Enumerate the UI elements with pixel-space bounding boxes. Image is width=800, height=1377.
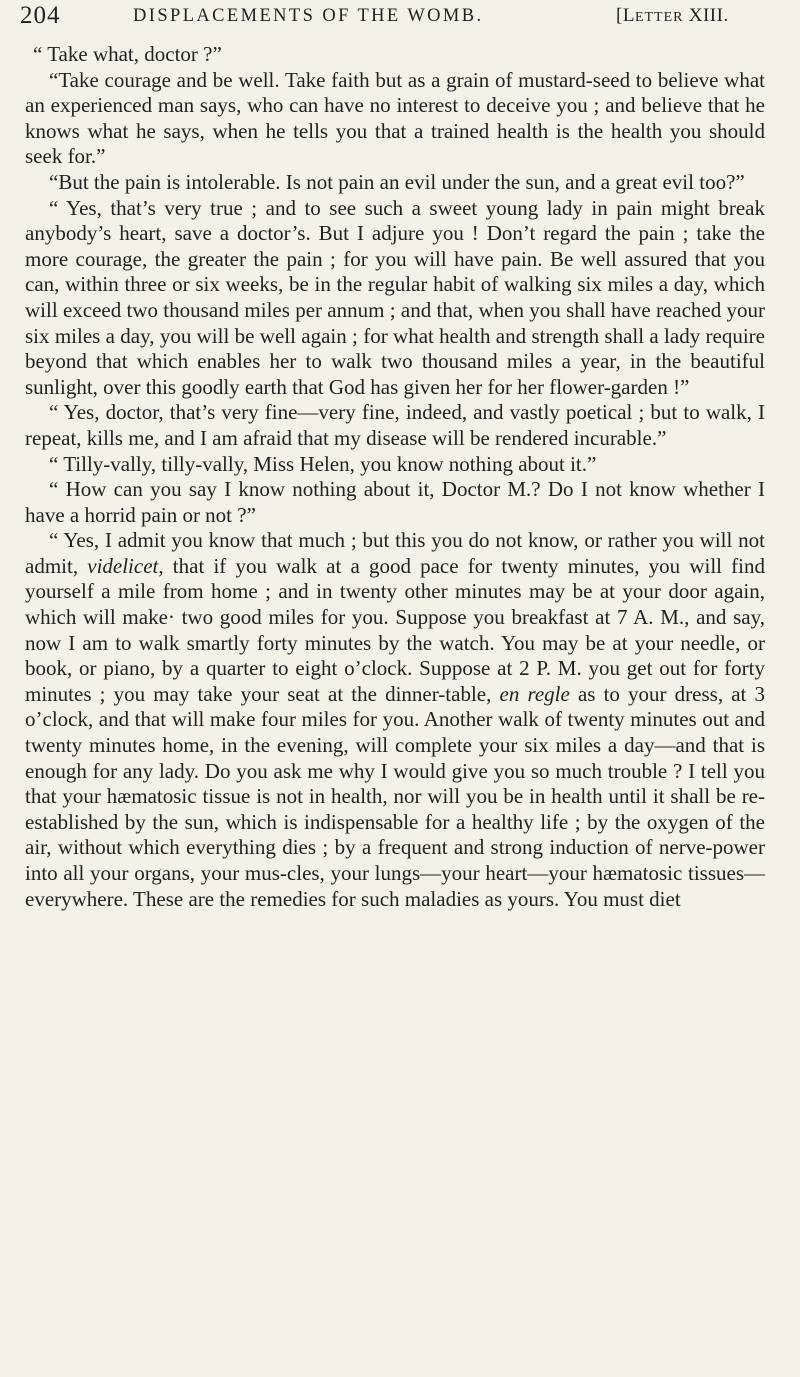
body-text [25,42,765,912]
paragraph-text: as to your dress, at 3 o’clock, and that will make four miles for you. Another walk of twenty minutes out and twenty minutes home, in the evening, will complete your six miles a day—and that is enough for any lady. Do you ask me why I would give you so much trouble ? I tell you that your hæmatosic tissue is not in health, nor will you be in health until it shall be re-established by the sun, which is indispensable for a healthy life ; by the oxygen of the air, without which everything dies ; by a frequent and strong induction of nerve-power into all your organs, your mus-cles, your lungs—your heart—your hæmatosic tissues—everywhere. These are the remedies for such maladies as yours. You must diet [25,681,765,911]
paragraph [25,528,765,912]
letter-initial: L [622,5,635,26]
letter-number: XIII. [683,5,729,26]
paragraph: “But the pain is intolerable. Is not pain an evil under the sun, and a great evil too?” [49,169,745,194]
letter-bracket: [ [616,5,623,26]
page-number: 204 [20,2,61,29]
italic-phrase: en regle [499,681,570,706]
page-header [20,2,784,34]
paragraph-text: “ Yes, I admit you know that much ; but this you do not know, or rather you will not admit, [25,528,765,578]
paragraph: “Take courage and be well. Take faith but as a grain of mustard-seed to believe what an experienced man says, who can have no interest to deceive you ; and believe that he knows what he says, when he tells you that a trained health is the health you should seek for.” [25,67,765,169]
paragraph: “ How can you say I know nothing about it, Doctor M.? Do I not know whether I have a horrid pain or not ?” [25,477,765,527]
letter-label [616,5,729,27]
italic-phrase: videlicet [87,553,159,578]
paragraph: “ Tilly-vally, tilly-vally, Miss Helen, you know nothing about it.” [49,451,597,476]
paragraph-text: , that if you walk at a good pace for twenty minutes, you will find yourself a mile from home ; and in twenty other minutes may be at your door again, which will make· two good miles for you. Suppose you breakfast at 7 A. M., and say, now I am to walk smartly forty minutes by the watch. You may be at your needle, or book, or piano, by a quarter to eight o’clock. Suppose at 2 P. M. you get out for forty minutes ; you may take your seat at the dinner-table, [25,553,765,706]
paragraph: “ Take what, doctor ?” [33,42,222,66]
paragraph: “ Yes, that’s very true ; and to see such a sweet young lady in pain might break anybody’s heart, save a doctor’s. But I adjure you ! Don’t regard the pain ; take the more courage, the greater the pain ; for you will have pain. Be well assured that you can, within three or six weeks, be in the regular habit of walking six miles a day, which will exceed two thousand miles per annum ; and that, when you shall have reached your six miles a day, you will be well again ; for what health and strength shall a lady require beyond that which enables her to walk two thousand miles a year, in the beautiful sunlight, over this goodly earth that God has given her for her flower-garden !” [25,195,765,399]
running-title: DISPLACEMENTS OF THE WOMB. [133,6,484,26]
letter-word: ETTER [634,10,684,25]
paragraph: “ Yes, doctor, that’s very fine—very fine, indeed, and vastly poetical ; but to walk, I repeat, kills me, and I am afraid that my disease will be rendered incurable.” [25,400,765,450]
